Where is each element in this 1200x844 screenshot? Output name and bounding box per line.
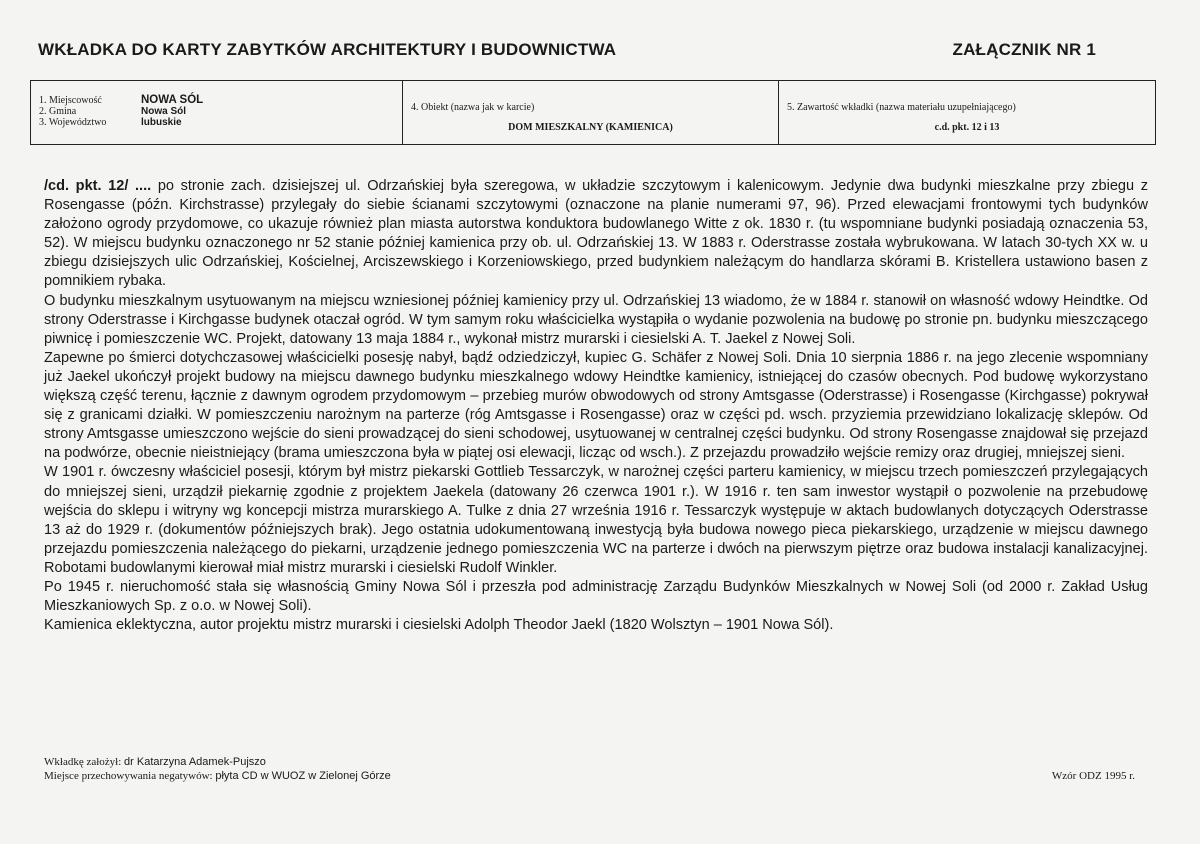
storage-value: płyta CD w WUOZ w Zielonej Górze [215,770,391,782]
document-body [44,177,1148,635]
object-value: DOM MIESZKALNY (KAMIENICA) [508,122,673,133]
document-title: WKŁADKA DO KARTY ZABYTKÓW ARCHITEKTURY I BUDOWNICTWA [38,40,617,59]
contents-value: c.d. pkt. 12 i 13 [934,122,1000,133]
body-paragraph: W 1901 r. ówczesny właściciel posesji, którym był mistrz piekarski Gottlieb Tessarczyk, w narożnej części parteru kamienicy, w miejscu trzech pomieszczeń przylegających do mniejszej sieni, urządził piekarnię zgodnie z projektem Jaekela (datowany 26 czerwca 1901 r.). W 1916 r. ten sam inwestor wystąpił o pozwolenie na przebudowę wejścia do sklepu i witryny wg koncepcji mistrza murarskiego A. Tulke z dnia 27 września 1916 r. Tessarczyk występuje w aktach budowlanych dotyczących Oderstrasse 13 aż do 1929 r. (dokumentów późniejszych brak). Jego ostatnia udokumentowaną inwestycją była budowa nowego pieca piekarskiego, urządzenie w miejscu dawnego przejazdu pomieszczenia należącego do piekarni, urządzenie jednego pomieszczenia WC na parterze i dwóch na pierwszym piętrze oraz budowa instalacji kanalizacyjnej. Robotami budowlanymi kierował miał mistrz murarski i ciesielski Rudolf Winkler. [44,464,1148,576]
voivodeship-label: 3. Województwo [39,117,107,128]
form-template: Wzór ODZ 1995 r. [1051,770,1135,782]
commune-value: Nowa Sól [141,106,187,117]
contents-cell [779,81,1155,144]
storage-line [44,770,391,782]
body-paragraph: Zapewne po śmierci dotychczasowej właścicielki posesję nabył, bądź odziedziczył, kupiec G. Schäfer z Nowej Soli. Dnia 10 sierpnia 1886 r. na jego zlecenie wspomniany już Jaekel ukończył projekt budowy na miejscu dawnego budynku mieszkalnego wdowy Heindtke kamienicy, istniejącej do czasów obecnych. Pod budowę wykorzystano większą część terenu, łącznie z dawnym ogrodem przydomowym – przebieg murów obwodowych od strony Amtsgasse (Oderstrasse) i Rosengasse (Kirchgasse) pokrywał się z granicami działki. W pomieszczeniu narożnym na parterze (róg Amtsgasse i Rosengasse) oraz w części pd. wsch. przyziemia przewidziano lokalizację sklepów. Od strony Amtsgasse umieszczono wejście do sieni prowadzącej do sieni schodowej, usytuowanej w centralnej części budynku. Od strony Rosengasse znajdował się przejazd na podwórze, obecnie nieistniejący (brama umieszczona była w piątej osi elewacji, licząc od wsch.). Z przejazdu prowadziło wejście remizy oraz drugiej, mniejszej sieni. [44,349,1148,462]
voivodeship-value: lubuskie [141,117,182,128]
paragraph-text: po stronie zach. dzisiejszej ul. Odrzańskiej była szeregowa, w układzie szczytowym i kalenicowym. Jedynie dwa budynki mieszkalne przy zbiegu z Rosengasse (późn. Kirchstrasse) przylegały do siebie ścianami szczytowymi (oznaczone na planie numerami 97, 96). Przed elewacjami frontowymi tych budynków założono ogrody przydomowe, co ukazuje również plan miasta autorstwa konduktora budowlanego Witte z ok. 1830 r. (tu wspomniane budynki posiadają oznaczenia 53, 52). W miejscu budynku oznaczonego nr 52 stanie później kamienica przy ob. ul. Odrzańskiej 13. W 1883 r. Oderstrasse została wybrukowana. W latach 30-tych XX w. u zbiegu dzisiejszych ulic Odrzańskiej, Kościelnej, Arciszewskiego i Korzeniowskiego, przed budynkiem należącym do handlarza skórami B. Kristellera ustawiono basen z pomnikiem rybaka. [44,178,1148,290]
location-row [39,106,402,117]
object-cell [403,81,779,144]
body-paragraph [44,177,1148,292]
continuation-marker: /cd. pkt. 12/ .... [44,178,152,194]
author-name: dr Katarzyna Adamek-Pujszo [124,756,266,768]
locality-label: 1. Miejscowość [39,95,102,106]
location-row [39,95,402,106]
body-paragraph: Kamienica eklektyczna, autor projektu mistrz murarski i ciesielski Adolph Theodor Jaekl (1820 Wolsztyn – 1901 Nowa Sól). [44,617,834,634]
body-paragraph: Po 1945 r. nieruchomość stała się własnością Gminy Nowa Sól i przeszła pod administrację Zarządu Budynków Mieszkalnych w Nowej Soli (od 2000 r. Zakład Usług Mieszkaniowych Sp. z o.o. w Nowej Soli). [44,578,1148,615]
location-row [39,117,402,128]
contents-label: 5. Zawartość wkładki (nazwa materiału uzupełniającego) [787,102,1016,113]
locality-value: NOWA SÓL [141,94,204,106]
author-label: Wkładkę założył: [44,756,122,768]
location-cell [31,81,403,144]
info-box [30,80,1156,145]
body-paragraph: O budynku mieszkalnym usytuowanym na miejscu wzniesionej później kamienicy przy ul. Odrzańskiej 13 wiadomo, że w 1884 r. stanowił on własność wdowy Heindtke. Od strony Oderstrasse i Kirchgasse budynek otaczał ogród. W tym samym roku właścicielka wystąpiła o wydanie pozwolenia na budowę po stronie pn. budynku mieszczącego piwnicę i pomieszczenie WC. Projekt, datowany 13 maja 1884 r., wykonał mistrz murarski i ciesielski A. T. Jaekel z Nowej Soli. [44,292,1148,347]
storage-label: Miejsce przechowywania negatywów: [44,770,213,782]
commune-label: 2. Gmina [39,106,77,117]
author-line [44,756,266,768]
attachment-number: ZAŁĄCZNIK NR 1 [952,40,1096,59]
object-label: 4. Obiekt (nazwa jak w karcie) [411,102,535,113]
